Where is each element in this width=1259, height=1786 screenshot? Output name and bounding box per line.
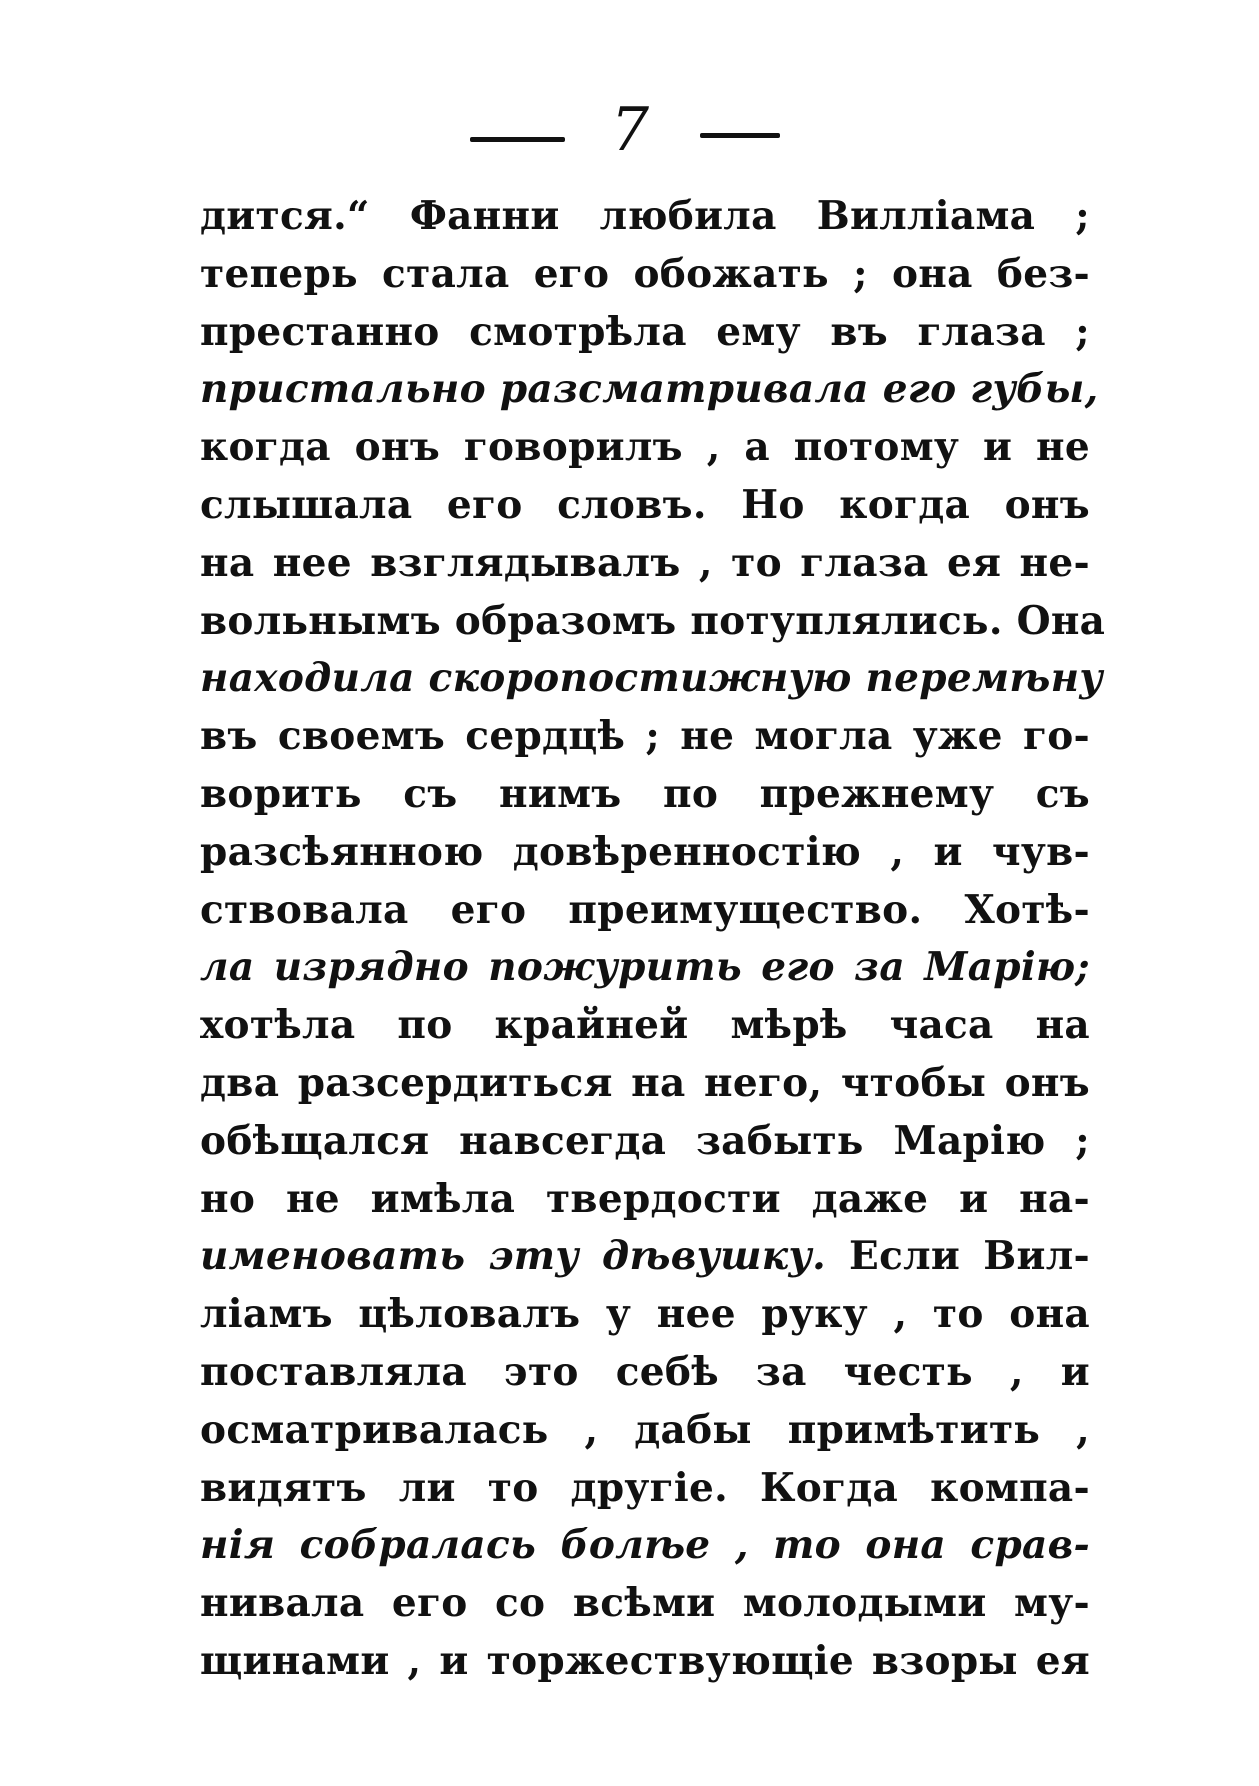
text-segment: обѣщался навсегда забыть Марію ;: [200, 1117, 1090, 1164]
text-line: [200, 1113, 1090, 1171]
text-segment: ствовала его преимущество. Хотѣ-: [200, 886, 1090, 933]
text-segment: теперь стала его обожать ; она без-: [200, 250, 1090, 297]
text-line: [200, 535, 1090, 593]
page-number: 7: [610, 95, 650, 165]
text-segment: ла: [200, 944, 274, 991]
text-line: [200, 188, 1090, 246]
text-line: [200, 1633, 1090, 1691]
text-line: [200, 1460, 1090, 1518]
text-line: [200, 1402, 1090, 1460]
header-rule-right: [700, 133, 780, 138]
text-line: [200, 766, 1090, 824]
text-line: [200, 1055, 1090, 1113]
text-segment: щинами , и торжествующіе взоры ея: [200, 1637, 1090, 1684]
text-line: [200, 939, 1090, 997]
text-segment: нія собралась болѣе , то она срав-: [200, 1522, 1090, 1569]
text-segment: престанно смотрѣла ему въ глаза ;: [200, 308, 1090, 355]
text-segment: когда онъ говорилъ , а потому и не: [200, 424, 1090, 471]
text-segment: поставляла это себѣ за честь , и: [200, 1348, 1090, 1395]
text-line: [200, 1517, 1090, 1575]
text-line: [200, 1228, 1090, 1286]
text-segment: въ своемъ сердцѣ ; не могла уже го-: [200, 713, 1090, 760]
text-segment: на нее взглядывалъ , то глаза ея не-: [200, 539, 1090, 586]
text-segment: Если Вил-: [826, 1233, 1090, 1280]
text-line: [200, 304, 1090, 362]
text-segment: два разсердиться на него, чтобы онъ: [200, 1059, 1090, 1106]
text-line: [200, 650, 1103, 708]
header-rule-left: [470, 137, 565, 142]
text-line: [200, 361, 1099, 419]
text-segment: разсѣянною довѣренностію , и чув-: [200, 828, 1090, 875]
text-segment: ворить съ нимъ по прежнему съ: [200, 770, 1090, 817]
text-line: [200, 708, 1090, 766]
text-segment: осматривалась , дабы примѣтить ,: [200, 1406, 1090, 1453]
text-segment: видятъ ли то другіе. Когда компа-: [200, 1464, 1090, 1511]
text-segment: но не имѣла твердости даже и на-: [200, 1175, 1090, 1222]
text-segment: находила скоропостижную перемѣну: [200, 655, 1103, 702]
text-line: [200, 1286, 1090, 1344]
text-segment: изрядно пожурить его за Марію;: [273, 944, 1091, 991]
text-line: [200, 593, 1106, 651]
text-segment: именовать эту дѣвушку.: [200, 1233, 826, 1280]
text-line: [200, 1575, 1090, 1633]
text-line: [200, 1344, 1090, 1402]
text-segment: ліамъ цѣловалъ у нее руку , то она: [200, 1291, 1090, 1338]
text-line: [200, 1171, 1090, 1229]
text-segment: дится.“ Фанни любила Вилліама ;: [200, 193, 1090, 239]
text-segment: слышала его словъ. Но когда онъ: [200, 481, 1090, 528]
text-line: [200, 477, 1090, 535]
text-line: [200, 824, 1090, 882]
body-text: [200, 188, 1106, 1691]
text-line: [200, 246, 1090, 304]
text-line: [200, 997, 1090, 1055]
text-line: [200, 419, 1090, 477]
text-segment: пристально разсматривала его губы,: [200, 366, 1099, 413]
text-segment: нивала его со всѣми молодыми му-: [200, 1580, 1090, 1627]
text-segment: хотѣла по крайней мѣрѣ часа на: [200, 1002, 1090, 1049]
text-segment: вольнымъ образомъ потуплялись. Она: [200, 597, 1106, 644]
text-line: [200, 882, 1090, 940]
